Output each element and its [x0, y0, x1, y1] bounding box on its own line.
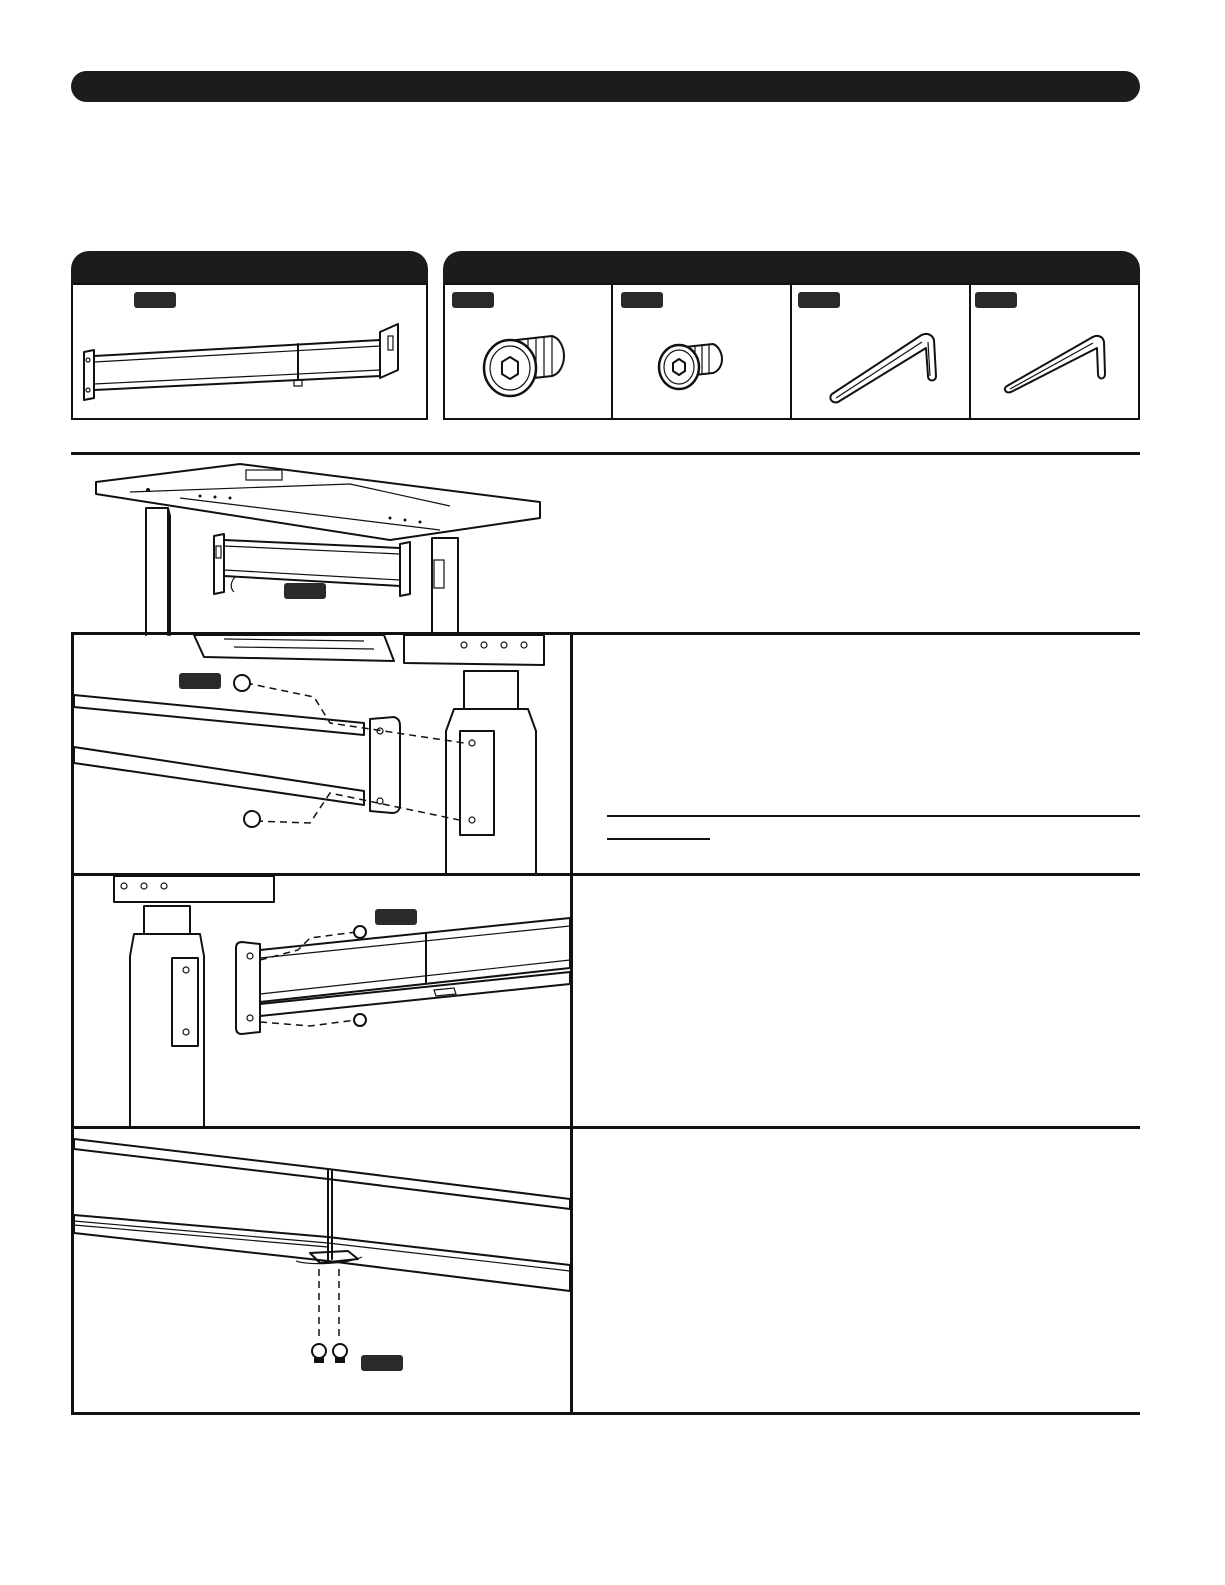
small-button-screw-icon [655, 337, 730, 397]
hardware-tag [975, 292, 1017, 308]
step-3-tag [375, 909, 417, 925]
step-1-text [600, 470, 1130, 620]
section-divider [71, 1412, 1140, 1415]
hardware-tag [798, 292, 840, 308]
hardware-tag [452, 292, 494, 308]
step-3-text [600, 890, 1130, 1090]
crossbar-left-attachment-icon [74, 876, 570, 1128]
desk-with-crossbar-icon [90, 460, 560, 635]
hardware-divider [790, 283, 792, 420]
large-hex-key-icon [828, 332, 943, 407]
step-1-tag [284, 583, 326, 599]
step-4-tag [361, 1355, 403, 1371]
step-frame-right [570, 873, 573, 1129]
large-button-screw-icon [480, 330, 570, 410]
hardware-panel-header [443, 251, 1140, 285]
crossbar-right-attachment-icon [74, 635, 570, 875]
step-4-text [600, 1150, 1130, 1390]
step-2-tag [179, 673, 221, 689]
small-hex-key-icon [1003, 334, 1113, 394]
part-tag [134, 292, 176, 308]
step-2-text [600, 650, 1130, 800]
hardware-divider [969, 283, 971, 420]
crossbar-icon [80, 320, 410, 410]
title-bar [71, 71, 1140, 102]
hardware-tag [621, 292, 663, 308]
note-underline [607, 838, 710, 840]
step-frame-right [570, 632, 573, 876]
crossbar-center-screws-icon [74, 1129, 570, 1413]
section-divider [71, 452, 1140, 455]
note-divider [607, 815, 1140, 817]
hardware-divider [611, 283, 613, 420]
parts-panel-header [71, 251, 428, 285]
